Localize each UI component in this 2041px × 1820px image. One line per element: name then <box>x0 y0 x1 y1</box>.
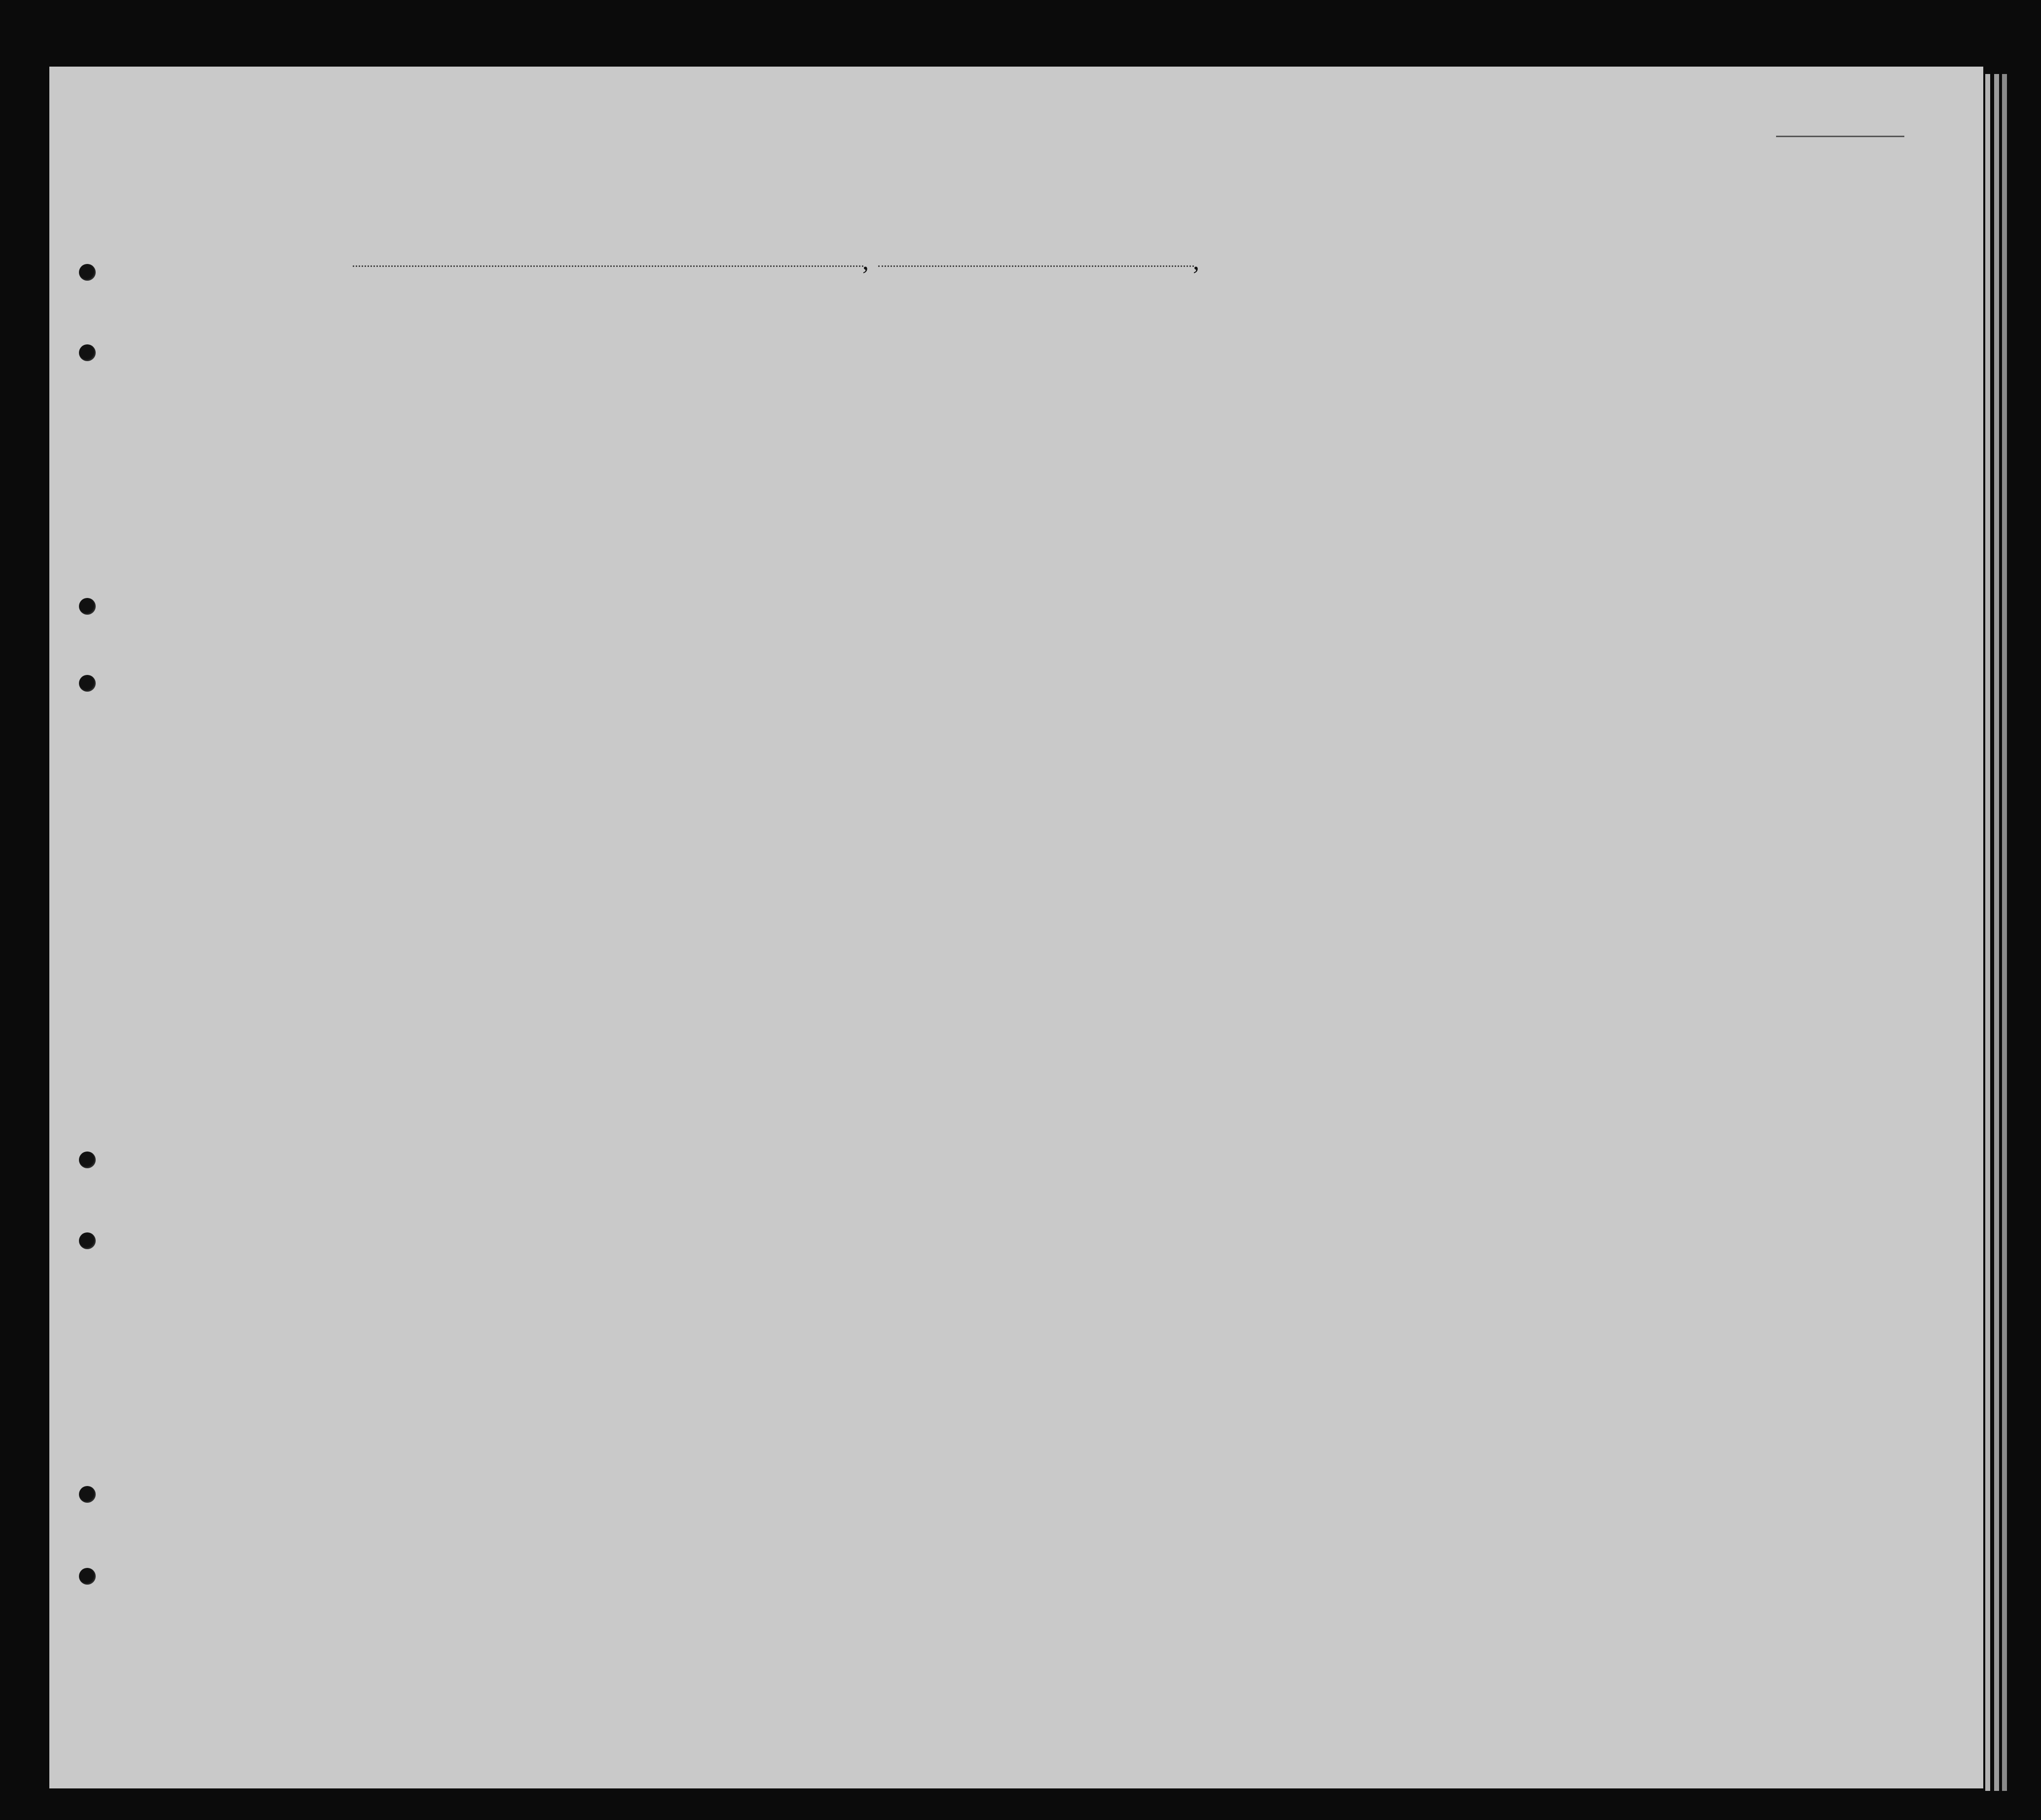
header-purpose-c <box>1241 356 1275 451</box>
header-arrested <box>1496 332 1517 447</box>
header-purpose-a <box>1169 356 1203 451</box>
comma: , <box>1193 247 1199 275</box>
header-overthrow <box>1377 332 1432 447</box>
header-possession-50 <box>710 332 740 452</box>
header-excluded <box>1474 332 1495 447</box>
comma: , <box>862 247 869 275</box>
header-feet <box>1638 414 1660 454</box>
header-offer-labor <box>1433 332 1473 447</box>
header-ticket <box>586 332 615 452</box>
header-purpose-b <box>1205 356 1239 451</box>
header-prison <box>1283 332 1313 447</box>
header-polygamist <box>1322 332 1347 447</box>
header-anarchist <box>1351 332 1375 447</box>
header-inches <box>1662 414 1684 454</box>
